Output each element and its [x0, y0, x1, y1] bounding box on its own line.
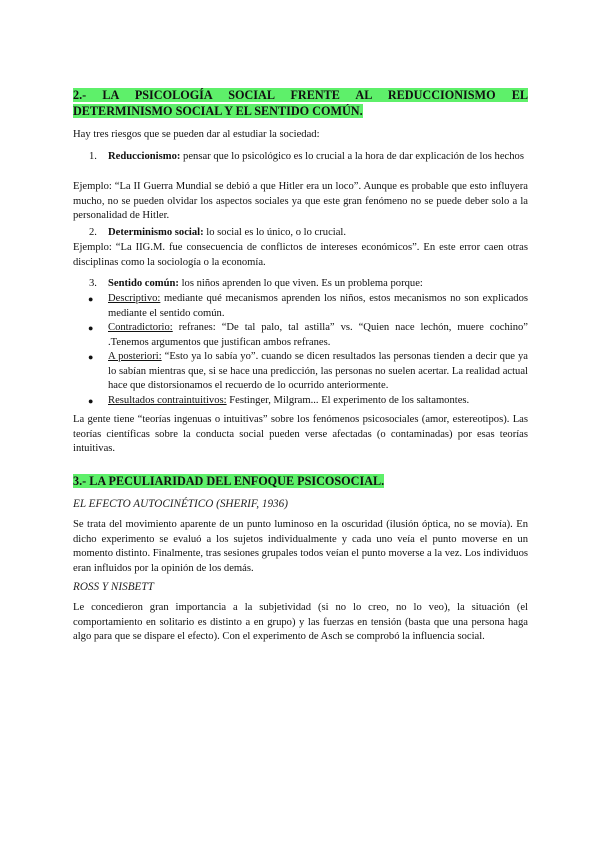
list-number: 1. [89, 151, 97, 162]
definition-sentido-comun: los niños aprenden lo que viven. Es un problema porque: [178, 278, 423, 289]
closing-paragraph: La gente tiene “teorías ingenuas o intuitivas” sobre los fenómenos psicosociales (amor, estereotipos). Las teorías científicas sobre la conducta social pueden verse afectadas (o contaminadas) por esas teorías intuitivas. [73, 414, 528, 455]
list-item-determinismo [89, 226, 528, 241]
list-number: 2. [89, 227, 97, 238]
bullet-term: A posteriori: [108, 351, 162, 362]
section-3-heading [73, 474, 528, 490]
bullet-text: “Esto ya lo sabía yo”. cuando se dicen resultados las personas tienden a decir que ya lo sabían mientras que, si se hace una predicción, las personas no suelen acertar. La realidad actual hace que distorsionamos el recuerdo de lo ocurrido anteriormente. [108, 351, 528, 392]
section-2-heading-text: 2.- LA PSICOLOGÍA SOCIAL FRENTE AL REDUCCIONISMO EL DETERMINISMO SOCIAL Y EL SENTIDO COMÚN. [73, 88, 528, 118]
list-item-sentido-comun [89, 277, 528, 292]
definition-determinismo: lo social es lo único, o lo crucial. [203, 227, 347, 238]
list-number: 3. [89, 278, 97, 289]
subheading-ross-nisbett: ROSS Y NISBETT [73, 581, 154, 593]
term-determinismo: Determinismo social: [108, 227, 204, 238]
bullet-text: refranes: “De tal palo, tal astilla” vs. “Quien nace lechón, muere cochino” .Tenemos argumentos que justifican ambos refranes. [108, 322, 528, 348]
bullet-resultados [88, 394, 528, 409]
subheading-efecto-autocinetico: EL EFECTO AUTOCINÉTICO (SHERIF, 1936) [73, 498, 288, 510]
bullet-term: Resultados contraintuitivos: [108, 395, 227, 406]
bullet-contradictorio [88, 321, 528, 350]
bullet-text: mediante qué mecanismos aprenden los niños, estos mecanismos no son explicados mediante el sentido común. [108, 293, 528, 319]
bullet-icon: ● [88, 323, 94, 333]
bullet-term: Descriptivo: [108, 293, 161, 304]
bullet-text: Festinger, Milgram... El experimento de los saltamontes. [226, 395, 470, 406]
paragraph-efecto-autocinetico: Se trata del movimiento aparente de un punto luminoso en la oscuridad (ilusión óptica, no se movía). En dicho experimento se evaluó a los sujetos individualmente y cada uno veía el punto moverse en un momento distinto. Finalmente, tras sesiones grupales todos veían el punto moverse a la vez. Los individuos eran influidos por la opinión de los demás. [73, 519, 528, 574]
example-2-paragraph: Ejemplo: “La IIG.M. fue consecuencia de conflictos de intereses económicos”. En este error caen otras disciplinas como la sociología o la economía. [73, 242, 528, 268]
bullet-icon: ● [88, 294, 94, 304]
example-1-paragraph: Ejemplo: “La II Guerra Mundial se debió a que Hitler era un loco”. Aunque es probable que esto influyera mucho, no se pueden olvidar los aspectos sociales ya que este gran fenómeno no se puede deber solo a la personalidad de Hitler. [73, 181, 528, 222]
definition-reduccionismo: pensar que lo psicológico es lo crucial a la hora de dar explicación de los hechos [180, 151, 524, 162]
section-3-heading-text: 3.- LA PECULIARIDAD DEL ENFOQUE PSICOSOCIAL. [73, 474, 385, 488]
paragraph-ross-nisbett: Le concedieron gran importancia a la subjetividad (si no lo creo, no lo veo), la situación (el comportamiento en solitario es distinto a en grupo) y las fuerzas en tensión (basta que una persona haga algo para que se dispare el efecto). Con el experimento de Asch se comprobó la influencia social. [73, 602, 528, 643]
list-item-reduccionismo [89, 150, 528, 165]
term-sentido-comun: Sentido común: [108, 278, 179, 289]
section-2-heading [73, 88, 528, 119]
bullet-icon: ● [88, 396, 94, 406]
bullet-a-posteriori [88, 350, 528, 394]
intro-paragraph: Hay tres riesgos que se pueden dar al estudiar la sociedad: [73, 129, 320, 140]
bullet-term: Contradictorio: [108, 322, 173, 333]
term-reduccionismo: Reduccionismo: [108, 151, 181, 162]
bullet-descriptivo [88, 292, 528, 321]
bullet-icon: ● [88, 352, 94, 362]
